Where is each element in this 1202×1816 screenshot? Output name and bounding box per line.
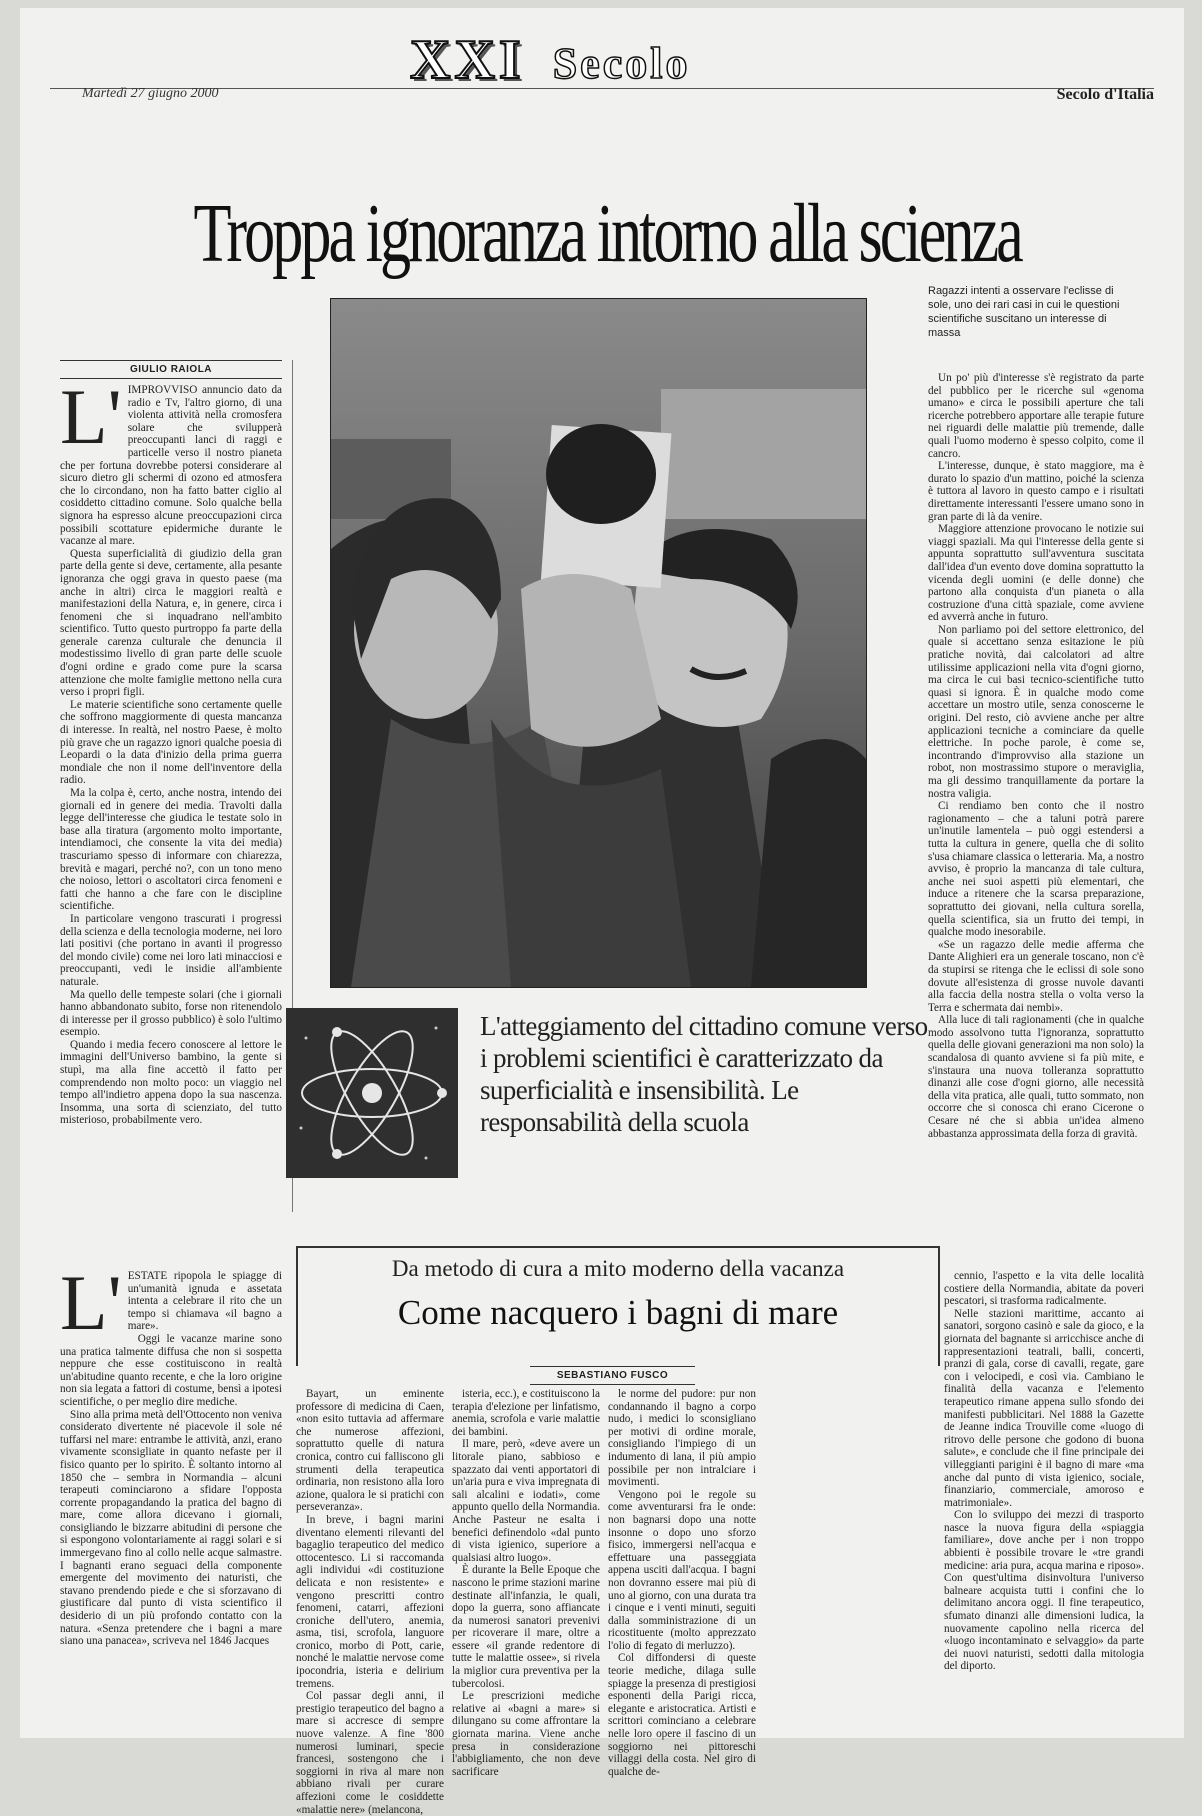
bottom-article-kicker: Da metodo di cura a mito moderno della vacanza bbox=[391, 1256, 845, 1281]
masthead-title bbox=[410, 28, 890, 92]
bottom-article-column-1 bbox=[60, 1259, 282, 1730]
page-headline: Troppa ignoranza intorno alla scienza bbox=[193, 187, 1021, 281]
newspaper-page bbox=[20, 8, 1184, 1816]
paragraph: Ma quello delle tempeste solari (che i giornali hanno abbandonato subito, forse non ritenendolo di interesse per il grosso pubblico) è solo l'ultimo esempio. bbox=[60, 988, 282, 1039]
main-article-dropcap: L' bbox=[60, 373, 122, 460]
paragraph: «Se un ragazzo delle medie afferma che Dante Alighieri era un generale toscano, non c'è da stupirsi se ritenga che le eclissi di sole sono dovute all'esistenza di grosse nuvole davanti alla faccia della nostra stella o volta verso la Terra e schermata dai nembi». bbox=[928, 938, 1144, 1014]
paragraph: Sino alla prima metà dell'Ottocento non veniva considerato divertente né piacevole il sole né tuffarsi nel mare: entrambe le attività, anzi, erano vivamente sconsigliate in quanto nefaste per il fisico quanto per lo spirito. È soltanto intorno al 1850 che – sembra in Normandia – alcuni terapeuti cominciarono a sfidare l'opposta corrente propagandando la pratica del bagno di mare, come allora dicevano i giornali, consigliando le bizzarre abitudini di persone che si espongono volontariamente ai raggi solari e si immergevano fino al collo nelle acque salmastre. I bagnanti erano seguaci della componente emergente del movimento dei naturisti, che stavano prendendo piede e che si sforzavano di giustificare dal punto di vista scientifico il desiderio di un più profondo contatto con la natura. «Senza pretendere che i bagni a mare siano una panacea», scriveva nel 1846 Jacques bbox=[60, 1408, 282, 1648]
paragraph: IMPROVVISO annuncio dato da radio e Tv, l'altro giorno, di una violenta attività nella cromosfera solare che svilupperà preoccupanti lanci di raggi e particelle verso il nostro pianeta che per fortuna dovrebbe potersi considerare al sicuro dietro gli schermi di ozono ed atmosfera che lo circondano, non ha fatto batter ciglio al cosiddetto cittadino comune. Solo qualche bella signora ha espresso alcune preoccupazioni circa possibili scottature epidermiche durante le vacanze al mare. bbox=[60, 384, 282, 548]
paragraph: Questa superficialità di giudizio della gran parte della gente si deve, certamente, alla pesante ignoranza che oggi grava in questo paese (ma anche in altri) circa le maggiori realtà e manifestazioni della Natura, e, in genere, circa i fenomeni che si inquadrano nell'ambito scientifico. Tutto questo purtroppo fa parte della generale carenza culturale che denuncia il modestissimo livello di gran parte delle scuole d'ogni ordine e grado come pure la scarsa attenzione che molte famiglie mettono nella cura verso i propri figli. bbox=[60, 547, 282, 699]
pull-quote: L'atteggiamento del cittadino comune verso i problemi scientifici è caratterizzato da superficialità e insensibilità. Le responsabilità della scuola bbox=[480, 1011, 928, 1137]
paragraph: Con lo sviluppo dei mezzi di trasporto nasce la nuova figura della «spiaggia familiare», dove anche per i non troppo abbienti è possibile trovare le «tre grandi medicine: aria pura, acqua marina e riposo». Con quest'ultima disinvoltura l'universo balneare acquista tutti i confini che lo delimitano ancora oggi. Il fine terapeutico, sfumato dinanzi alle dimensioni ludica, la nuovamente capolino nella ricerca del «luogo incontaminato e selvaggio» da parte dei nuovi naturisti, sedotti dalla mitologia del diporto. bbox=[944, 1509, 1144, 1673]
paragraph: Il mare, però, «deve avere un litorale piano, sabbioso e spazzato dai venti apportatori di un'aria pura e viva impregnata di sali alcalini e iodati», come appunto quello della Normandia. Anche Pasteur ne esalta i benefici definendolo «dal punto di vista igienico, superiore a qualsiasi altro luogo». bbox=[452, 1438, 600, 1564]
bottom-article-box bbox=[296, 1246, 940, 1366]
paper-name: Secolo d'Italia bbox=[1056, 86, 1154, 103]
paragraph: Non parliamo poi del settore elettronico, del quale si accettano senza esitazione le più pratiche novità, dai calcolatori ad altre utilissime applicazioni nella vita d'ogni giorno, ma circa le cui basi tecnico-scientifiche tutto quasi si ignora. È in qualche modo come accettare un mostro utile, senza conoscerne le origini. Del resto, ciò avviene anche per altre applicazioni tecniche a cominciare da quelle elettriche. In poche parole, è come se, incontrando d'improvviso alla stazione un robot, non mostrassimo stupore o meraviglia, ma gli dessimo tranquillamente da portare la nostra valigia. bbox=[928, 623, 1144, 800]
bottom-article-column-3 bbox=[452, 1388, 600, 1778]
masthead-roman-numeral: XXI bbox=[410, 29, 525, 91]
paragraph: Nelle stazioni marittime, accanto ai sanatori, sorgono casinò e sale da gioco, e la giornata del bagnante si arricchisce anche di rappresentazioni teatrali, balli, concerti, pranzi di gala, corse di cavalli, regate, gare con i velocipedi, e così via. Cambiano le finalità della vacanza e l'elemento terapeutico rimane appena sullo sfondo dei manifesti pubblicitari. Nel 1888 la Gazette de Jeanne indica Trouville come «luogo di ritrovo delle persone che godono di buona salute», e conclude che il fine principale dei villeggianti parigini è il bagno di mare «ma anche dal punto di vista igienico, sociale, finanziario, commerciale, amoroso e matrimoniale». bbox=[944, 1307, 1144, 1509]
main-article-byline: GIULIO RAIOLA bbox=[60, 360, 282, 379]
bottom-article-column-4 bbox=[608, 1388, 756, 1778]
paragraph: cennio, l'aspetto e la vita delle località costiere della Normandia, abitate da poveri pescatori, si trasforma radicalmente. bbox=[944, 1270, 1144, 1308]
bottom-article-byline: SEBASTIANO FUSCO bbox=[530, 1366, 695, 1385]
main-article-column-1 bbox=[60, 373, 282, 1212]
bottom-article-column-2 bbox=[296, 1388, 444, 1816]
eclipse-photo-image bbox=[331, 299, 866, 987]
issue-date: Martedì 27 giugno 2000 bbox=[82, 86, 219, 101]
masthead-word: Secolo bbox=[552, 39, 691, 88]
masthead bbox=[50, 28, 1154, 108]
eclipse-photo bbox=[330, 298, 867, 988]
paragraph: Oggi le vacanze marine sono una pratica talmente diffusa che non si sospetta neppure che esse costituiscono in realtà un'abitudine quanto recente, e che la loro origine non sia legata a fattori di costume, bensì a ipotesi scientifiche, o per meglio dire mediche. bbox=[60, 1332, 282, 1408]
paragraph: isteria, ecc.), e costituiscono la terapia d'elezione per linfatismo, anemia, scrofola e varie malattie dei bambini. bbox=[452, 1388, 600, 1438]
bottom-article-column-5 bbox=[944, 1270, 1144, 1730]
paragraph: Un po' più d'interesse s'è registrato da parte del pubblico per le ricerche sul «genoma umano» e circa le possibili aperture che tali ricerche potrebbero apportare alle terapie future nei riguardi delle malattie più tremende, dalle quali l'uomo moderno è spesso colpito, come il cancro. bbox=[928, 372, 1144, 460]
paragraph: Alla luce di tali ragionamenti (che in qualche modo assolvono tutta l'ignoranza, soprattutto quella delle giovani generazioni ma non solo) la scandalosa di quanto avviene si fa più mite, e s'instaura una nuova tolleranza soprattutto dinanzi alle cose d'ogni giorno, alle necessità della vita pratica, alle quali, tutto sommato, non occorre che si conosca chi erano Cicerone o Cesare né che si abbia un'idea almeno abbastanza approssimata della forza di gravità. bbox=[928, 1014, 1144, 1140]
paragraph: Quando i media fecero conoscere al lettore le immagini dell'Universo bambino, la gente si stupì, ma alla fine accettò il fatto per comprendendo non molto poco: un viaggio nel tempo all'indietro appena dopo la sua nascenza. Insomma, una sorta di scienziato, del tutto misterioso, probabilmente vero. bbox=[60, 1038, 282, 1127]
atom-icon bbox=[286, 1008, 458, 1178]
paragraph: Vengono poi le regole su come avventurarsi fra le onde: non bagnarsi dopo una notte insonne o dopo uno sforzo fisico, immergersi nell'acqua e effettuare una passeggiata appena usciti dall'acqua. I bagni non dovranno essere mai più di uno al giorno, con una durata tra i cinque e i venti minuti, seguiti dalla somministrazione di un ricostituente (molto apprezzato l'olio di fegato di merluzzo). bbox=[608, 1488, 756, 1652]
paragraph: Le materie scientifiche sono certamente quelle che soffrono maggiormente di questa mancanza di interesse. In realtà, nel nostro Paese, è molto più grave che un ragazzo ignori qualche poesia di Leopardi o la data d'inizio della prima guerra mondiale che non il nome dell'inventore della radio. bbox=[60, 698, 282, 787]
paragraph: In particolare vengono trascurati i progressi della scienza e della tecnologia moderne, nei loro lati positivi (che portano in avanti il progresso del mondo civile) come nei loro lati minacciosi e preoccupanti, vedi le insidie all'ambiente naturale. bbox=[60, 912, 282, 988]
atom-illustration bbox=[286, 1008, 458, 1178]
paragraph: le norme del pudore: pur non condannando il bagno a corpo nudo, i medici lo sconsigliano per motivi di ordine morale, consigliando l'impiego di un indumento di lana, il più ampio possibile per non intralciare i movimenti. bbox=[608, 1388, 756, 1489]
paragraph: In breve, i bagni marini diventano elementi rilevanti del bagaglio terapeutico del medico ottocentesco. Li si raccomanda agli individui «di costituzione delicata e non resistente» e vengono prescritti contro fenomeni, catarri, affezioni croniche dell'utero, anemia, asma, tisi, scrofola, languore cronico, morbo di Pott, carie, nonché le malattie nervose come ipocondria, isteria e delirium tremens. bbox=[296, 1513, 444, 1690]
bottom-article-title: Come nacquero i bagni di mare bbox=[397, 1293, 839, 1332]
photo-caption: Ragazzi intenti a osservare l'eclisse di sole, uno dei rari casi in cui le questioni scientifiche suscitano un interesse di massa bbox=[928, 285, 1120, 339]
paragraph: L'interesse, dunque, è stato maggiore, ma è durato lo spazio d'un mattino, poiché la scienza è tuttora al lavoro in questo campo e i risultati direttamente interessanti l'essere umano sono in gran parte di là da venire. bbox=[928, 460, 1144, 523]
paragraph: Bayart, un eminente professore di medicina di Caen, «non esito tuttavia ad affermare che numerose affezioni, soprattutto quelle di natura cronica, contro cui falliscono gli strumenti della terapeutica ordinaria, non resistono alla loro azione, qualora le si pratichi con perseveranza». bbox=[296, 1388, 444, 1514]
paragraph: Ci rendiamo ben conto che il nostro ragionamento – che a taluni potrà parere un'inutile lamentela – può oggi estendersi a tutta la cultura in genere, quella che di solito s'usa chiamare classica o letteraria. Ma, a nostro avviso, è proprio la mancanza di tale cultura, anche nei suoi aspetti più elementari, che induce a ritenere che la scarsa preparazione, soprattutto dei giovani, nella cultura sorella, quella scientifica, sia un frutto dei tempi, in qualche modo inesorabile. bbox=[928, 800, 1144, 939]
paragraph: Maggiore attenzione provocano le notizie sui viaggi spaziali. Ma qui l'interesse della gente si appunta soprattutto sull'avventura suscitata dall'idea d'un evento dove domina soprattutto la vicenda degli uomini (e delle donne) che partono alla conquista d'un pianeta o alla costruzione d'una città spaziale, come avviene ed avverrà anche in futuro. bbox=[928, 523, 1144, 624]
paragraph: Ma la colpa è, certo, anche nostra, intendo dei giornali ed in genere dei media. Travolti dalla legge dell'interesse che giudica le testate solo in base alla tiratura (argomento molto importante, intendiamoci, che consente la vita dei media) trascuriamo spesso di informare con chiarezza, brevità e magari, perché no?, con un tono meno che noioso, lettori o ascoltatori circa fenomeni e fatti che hanno a che fare con le discipline scientifiche. bbox=[60, 787, 282, 913]
paragraph: È durante la Belle Epoque che nascono le prime stazioni marine destinate all'infanzia, le quali, dopo la guerra, sono affiancate da numerosi sanatori prevenivi per ricoverare il mare, oltre a essere «il grande redentore di tutte le malattie ossee», si rivela la miglior cura preventiva per la tubercolosi. bbox=[452, 1564, 600, 1690]
paragraph: Le prescrizioni mediche relative ai «bagni a mare» si dilungano su come affrontare la giornata marina. Viene anche presa in considerazione l'abbigliamento, che non deve sacrificare bbox=[452, 1690, 600, 1778]
paragraph: ESTATE ripopola le spiagge di un'umanità ignuda e assetata intenta a celebrare il rito che un tempo si chiamava «il bagno a mare». bbox=[127, 1270, 282, 1333]
paragraph: Col passar degli anni, il prestigio terapeutico del bagno a mare si accresce di sempre nuove valenze. A fine '800 numerosi luminari, specie francesi, sostengono che i soggiorni in riva al mare non abbiano rivali per curare affezioni come le cosiddette «malattie nere» (melancona, bbox=[296, 1690, 444, 1816]
paragraph: Col diffondersi di queste teorie mediche, dilaga sulle spiagge la presenza di prestigiosi esponenti della Parigi ricca, elegante e aristocratica. Artisti e scrittori cominciano a celebrare nelle loro opere il fascino di un soggiorno nei pittoreschi villaggi della costa. Nel giro di qualche de- bbox=[608, 1652, 756, 1778]
bottom-article-dropcap: L' bbox=[60, 1259, 122, 1346]
main-article-column-2 bbox=[928, 372, 1144, 1234]
